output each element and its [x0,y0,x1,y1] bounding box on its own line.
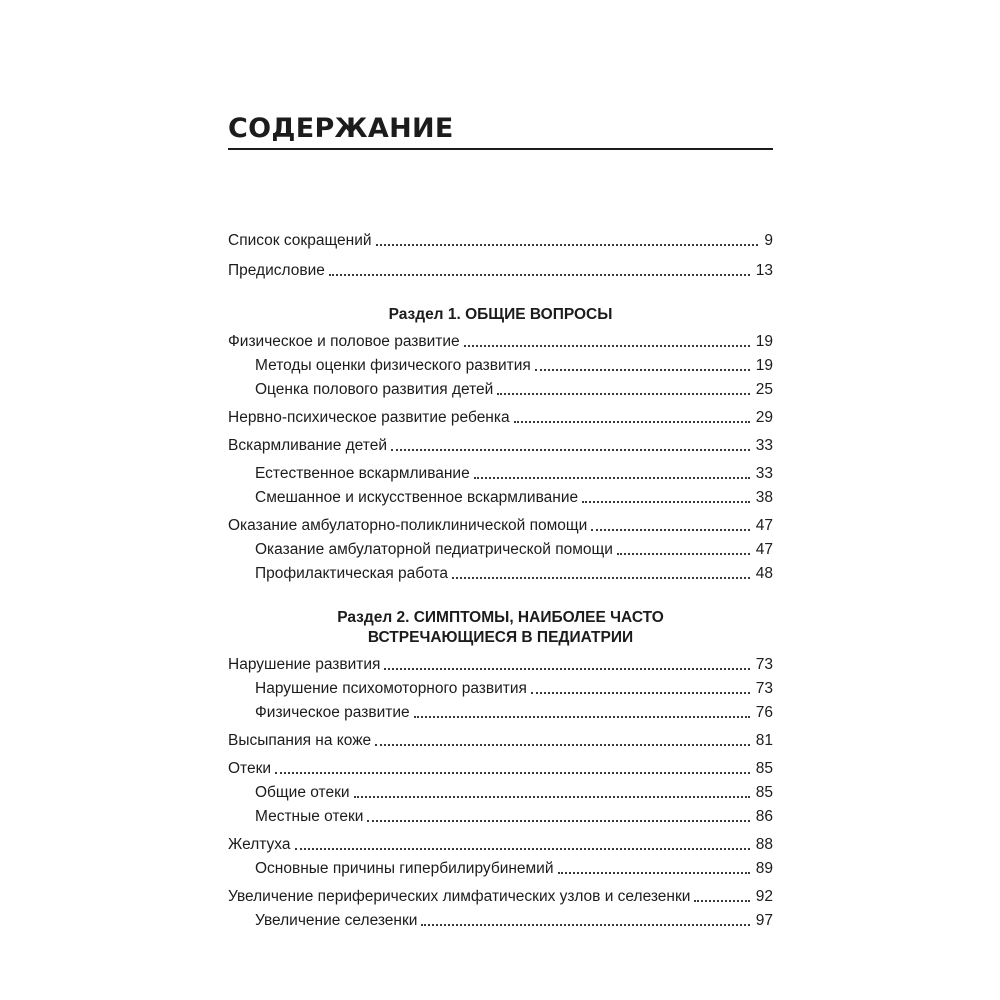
dot-leader [582,501,750,503]
toc-subentry[interactable] [255,463,773,485]
dot-leader [464,345,750,347]
toc-entry-page: 19 [755,333,773,350]
toc-entry-label: Общие отеки [255,784,350,801]
toc-entry[interactable] [228,834,773,856]
toc-entry-label: Список сокращений [228,232,372,249]
dot-leader [694,900,749,902]
toc-entry-page: 81 [755,732,773,749]
dot-leader [535,369,750,371]
section-heading-line: Раздел 1. ОБЩИЕ ВОПРОСЫ [388,306,613,323]
toc-entry-label: Профилактическая работа [255,565,449,582]
toc-entry-label: Нарушение психомоторного развития [255,680,527,697]
toc-entry-page: 9 [764,232,773,249]
toc-entry-page: 85 [755,760,773,777]
toc-entry[interactable] [228,230,773,252]
toc-entry-label: Предисловие [228,262,325,279]
dot-leader [558,872,750,874]
toc-entry[interactable] [228,730,773,752]
dot-leader [531,692,750,694]
toc-entry-label: Нервно-психическое развитие ребенка [228,409,510,426]
toc-subentry[interactable] [255,563,773,585]
title-divider [228,148,773,150]
toc-entry[interactable] [228,260,773,282]
toc-subentry[interactable] [255,539,773,561]
toc-entry-label: Оказание амбулаторно-поликлинической помощи [228,517,588,534]
toc-entry[interactable] [228,886,773,908]
dot-leader [591,529,749,531]
toc-entry-page: 13 [755,262,773,279]
dot-leader [414,716,750,718]
toc-entry-label: Основные причины гипербилирубинемий [255,860,554,877]
toc-subentry[interactable] [255,910,773,932]
toc-entry-label: Увеличение селезенки [255,912,418,929]
dot-leader [329,274,750,276]
toc-entry[interactable] [228,654,773,676]
toc-entry-label: Вскармливание детей [228,437,387,454]
toc-entry[interactable] [228,331,773,353]
toc-subentry[interactable] [255,678,773,700]
toc-entry-page: 19 [755,357,773,374]
section-heading-line: ВСТРЕЧАЮЩИЕСЯ В ПЕДИАТРИИ [367,629,634,646]
dot-leader [275,772,750,774]
toc-entry-page: 48 [755,565,773,582]
toc-entry-page: 85 [755,784,773,801]
toc-entry-label: Нарушение развития [228,656,381,673]
toc-entry-page: 88 [755,836,773,853]
toc-subentry[interactable] [255,379,773,401]
section-heading [228,608,773,648]
toc-entry[interactable] [228,758,773,780]
toc-entry-label: Естественное вскармливание [255,465,470,482]
toc-entry-page: 73 [755,656,773,673]
toc-entry-page: 89 [755,860,773,877]
dot-leader [375,744,750,746]
section-heading [228,305,773,325]
dot-leader [376,244,759,246]
dot-leader [354,796,750,798]
toc-subentry[interactable] [255,487,773,509]
toc-entry-label: Отеки [228,760,272,777]
page-title: СОДЕРЖАНИЕ [228,113,454,144]
toc-entry-label: Местные отеки [255,808,364,825]
dot-leader [617,553,750,555]
dot-leader [421,924,749,926]
dot-leader [452,577,750,579]
toc-entry-page: 92 [755,888,773,905]
toc-entry-page: 76 [755,704,773,721]
toc-entry-label: Смешанное и искусственное вскармливание [255,489,579,506]
toc-entry-page: 97 [755,912,773,929]
toc-entry-label: Оценка полового развития детей [255,381,494,398]
dot-leader [497,393,749,395]
toc-entry-label: Увеличение периферических лимфатических узлов и селезенки [228,888,691,905]
toc-entry-page: 86 [755,808,773,825]
toc-subentry[interactable] [255,355,773,377]
toc-subentry[interactable] [255,858,773,880]
dot-leader [367,820,749,822]
toc-entry-page: 73 [755,680,773,697]
dot-leader [474,477,750,479]
toc-entry-label: Методы оценки физического развития [255,357,531,374]
section-heading-line: Раздел 2. СИМПТОМЫ, НАИБОЛЕЕ ЧАСТО [337,609,664,626]
toc-entry[interactable] [228,407,773,429]
toc-entry[interactable] [228,515,773,537]
dot-leader [295,848,750,850]
toc-entry[interactable] [228,435,773,457]
toc-entry-page: 47 [755,541,773,558]
toc-entry-page: 47 [755,517,773,534]
toc-entry-page: 25 [755,381,773,398]
toc-entry-label: Желтуха [228,836,291,853]
dot-leader [391,449,750,451]
toc-entry-page: 33 [755,465,773,482]
toc-entry-label: Физическое развитие [255,704,410,721]
dot-leader [384,668,749,670]
toc-entry-page: 38 [755,489,773,506]
dot-leader [514,421,750,423]
toc-subentry[interactable] [255,806,773,828]
toc-entry-page: 29 [755,409,773,426]
toc-subentry[interactable] [255,782,773,804]
toc-entry-page: 33 [755,437,773,454]
toc-entry-label: Физическое и половое развитие [228,333,460,350]
toc-entry-label: Оказание амбулаторной педиатрической помощи [255,541,613,558]
toc-subentry[interactable] [255,702,773,724]
toc-entry-label: Высыпания на коже [228,732,372,749]
